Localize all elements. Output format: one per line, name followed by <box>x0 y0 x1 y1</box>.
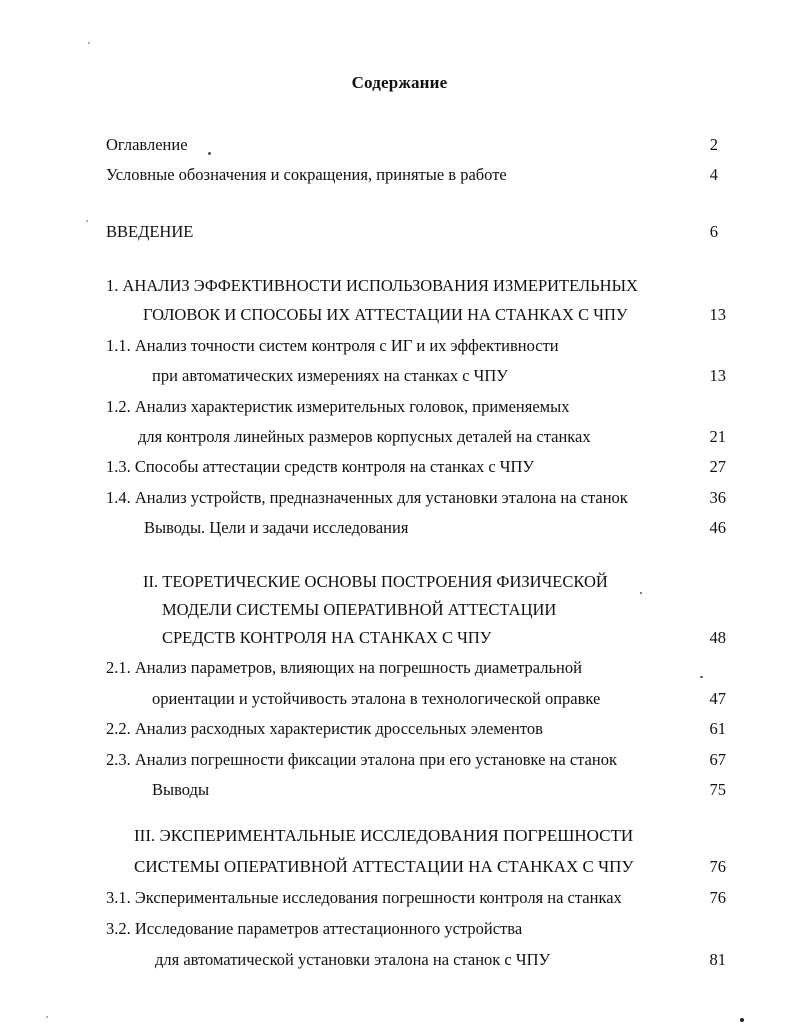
toc-section-2-2: 2.2. Анализ расходных характеристик дроссельных элементов <box>106 719 543 738</box>
toc-section-1-3: 1.3. Способы аттестации средств контроля на станках с ЧПУ <box>106 457 535 476</box>
toc-page-number: 21 <box>709 427 726 446</box>
toc-conclusions-1: Выводы. Цели и задачи исследования <box>144 518 409 537</box>
toc-page-number: 46 <box>709 518 726 537</box>
page-title: Содержание <box>351 73 448 92</box>
toc-section-1-2-cont: для контроля линейных размеров корпусных деталей на станках <box>138 427 591 446</box>
toc-page-number: 47 <box>709 689 726 708</box>
toc-section-1-1: 1.1. Анализ точности систем контроля с ИГ и их эффективности <box>106 336 559 355</box>
toc-page-number: 27 <box>709 457 726 476</box>
toc-page-number: 48 <box>709 628 726 647</box>
scan-speck <box>88 42 90 44</box>
toc-section-2-1: 2.1. Анализ параметров, влияющих на погрешность диаметральной <box>106 658 582 677</box>
toc-section-1-4: 1.4. Анализ устройств, предназначенных для установки эталона на станок <box>106 488 628 507</box>
toc-section-2-3: 2.3. Анализ погрешности фиксации эталона при его установке на станок <box>106 750 617 769</box>
toc-section-3-2: 3.2. Исследование параметров аттестационного устройства <box>106 919 523 938</box>
toc-chapter-2-heading: II. ТЕОРЕТИЧЕСКИЕ ОСНОВЫ ПОСТРОЕНИЯ ФИЗИЧЕСКОЙ <box>143 572 608 591</box>
toc-page-number: 36 <box>709 488 726 507</box>
toc-page-number: 4 <box>709 165 718 184</box>
scan-speck <box>640 592 642 594</box>
toc-chapter-3-heading: III. ЭКСПЕРИМЕНТАЛЬНЫЕ ИССЛЕДОВАНИЯ ПОГРЕШНОСТИ <box>134 826 634 845</box>
toc-page-number: 76 <box>709 857 726 876</box>
toc-page-number: 13 <box>709 366 726 385</box>
scan-speck <box>740 1018 744 1022</box>
toc-section-1-2: 1.2. Анализ характеристик измерительных головок, применяемых <box>106 397 570 416</box>
toc-section-3-2-cont: для автоматической установки эталона на станок с ЧПУ <box>155 950 551 969</box>
scan-speck <box>46 1016 48 1018</box>
toc-entry-table-of-contents: Оглавление <box>106 135 188 154</box>
toc-page-number: 6 <box>709 222 718 241</box>
scan-speck <box>86 220 88 222</box>
toc-chapter-3-heading-cont: СИСТЕМЫ ОПЕРАТИВНОЙ АТТЕСТАЦИИ НА СТАНКАХ С ЧПУ <box>134 857 634 876</box>
scan-speck <box>700 676 703 678</box>
toc-entry-introduction: ВВЕДЕНИЕ <box>106 222 194 241</box>
toc-page-number: 13 <box>709 305 726 324</box>
toc-page-number: 76 <box>709 888 726 907</box>
toc-entry-abbreviations: Условные обозначения и сокращения, принятые в работе <box>106 165 507 184</box>
toc-page-number: 67 <box>709 750 726 769</box>
toc-page-number: 81 <box>709 950 726 969</box>
toc-section-2-1-cont: ориентации и устойчивость эталона в технологической оправке <box>152 689 601 708</box>
toc-section-1-1-cont: при автоматических измерениях на станках с ЧПУ <box>152 366 508 385</box>
toc-conclusions-2: Выводы <box>152 780 210 799</box>
toc-chapter-1-heading-cont: ГОЛОВОК И СПОСОБЫ ИХ АТТЕСТАЦИИ НА СТАНКАХ С ЧПУ <box>143 305 628 324</box>
toc-chapter-2-heading-cont: СРЕДСТВ КОНТРОЛЯ НА СТАНКАХ С ЧПУ <box>162 628 492 647</box>
toc-page-number: 2 <box>709 135 718 154</box>
toc-page-number: 75 <box>709 780 726 799</box>
toc-section-3-1: 3.1. Экспериментальные исследования погрешности контроля на станках <box>106 888 622 907</box>
toc-chapter-1-heading: 1. АНАЛИЗ ЭФФЕКТИВНОСТИ ИСПОЛЬЗОВАНИЯ ИЗМЕРИТЕЛЬНЫХ <box>106 276 638 295</box>
toc-page-number: 61 <box>709 719 726 738</box>
scan-speck <box>208 152 211 155</box>
toc-chapter-2-heading-cont: МОДЕЛИ СИСТЕМЫ ОПЕРАТИВНОЙ АТТЕСТАЦИИ <box>162 600 557 619</box>
